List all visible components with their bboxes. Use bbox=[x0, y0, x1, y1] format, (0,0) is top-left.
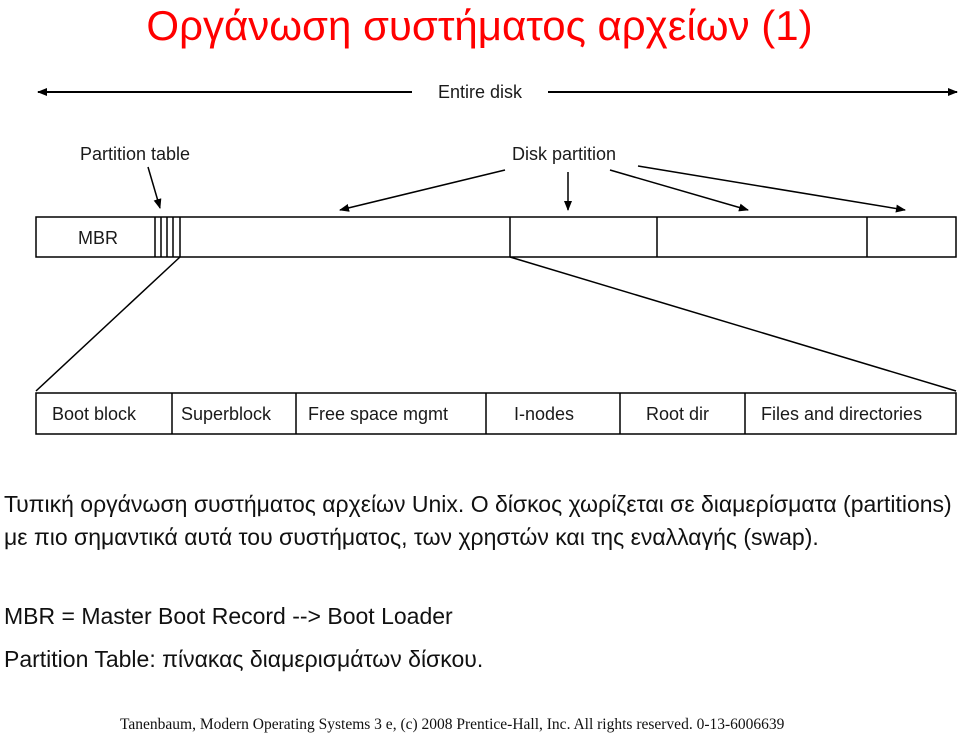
disk-partition-arrow-1 bbox=[340, 170, 505, 210]
mbr-definition: MBR = Master Boot Record --> Boot Loader bbox=[4, 603, 453, 629]
disk-layout-diagram bbox=[0, 70, 959, 440]
entire-disk-label: Entire disk bbox=[437, 82, 523, 102]
root-dir-label: Root dir bbox=[646, 404, 710, 424]
free-space-mgmt-label: Free space mgmt bbox=[308, 404, 449, 424]
inodes-label: I-nodes bbox=[514, 404, 575, 424]
files-and-directories-label: Files and directories bbox=[761, 404, 923, 424]
footer-citation: Tanenbaum, Modern Operating Systems 3 e, (c) 2008 Prentice-Hall, Inc. All rights reserved. 0-13-6006639 bbox=[120, 716, 785, 733]
expand-line-left bbox=[36, 257, 180, 391]
disk-partition-label: Disk partition bbox=[512, 144, 617, 164]
mbr-label: MBR bbox=[78, 228, 118, 248]
superblock-label: Superblock bbox=[181, 404, 272, 424]
description-paragraph: Τυπική οργάνωση συστήματος αρχείων Unix. Ο δίσκος χωρίζεται σε διαμερίσματα (partitions) με πιο σημαντικά αυτά του συστήματος, των χρηστών και της εναλλαγής (swap). bbox=[4, 491, 952, 550]
disk-partition-arrow-3 bbox=[610, 170, 748, 210]
page-title: Οργάνωση συστήματος αρχείων (1) bbox=[146, 2, 813, 49]
disk-partition-arrow-4 bbox=[638, 166, 905, 210]
partition-table-definition: Partition Table: πίνακας διαμερισμάτων δίσκου. bbox=[4, 646, 484, 672]
disk-bar bbox=[36, 217, 956, 257]
boot-block-label: Boot block bbox=[52, 404, 137, 424]
partition-table-arrow bbox=[148, 167, 160, 208]
expand-line-right bbox=[510, 257, 956, 391]
partition-table-label: Partition table bbox=[80, 144, 191, 164]
